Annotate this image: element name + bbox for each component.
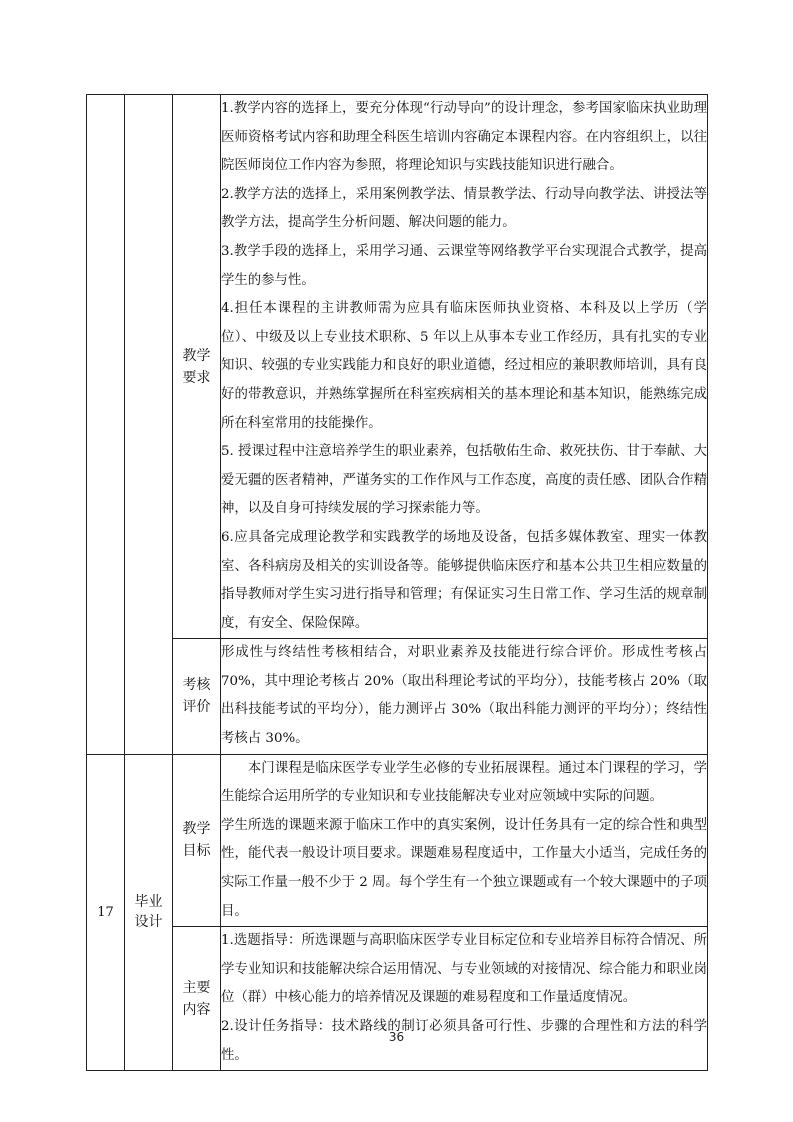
label-line: 教学 <box>182 821 211 838</box>
curriculum-table <box>86 94 708 1071</box>
content-paragraph: 1.选题指导：所选课题与高职临床医学专业目标定位和专业培养目标符合情况、所学专业知识和技能解决综合运用情况、与专业领域的对接情况、综合能力和职业岗位（群）中核心能力的培养情况及课题的难易程度和工作量适度情况。 <box>221 933 707 1006</box>
category-label-goals <box>173 754 221 927</box>
label-line: 目标 <box>182 843 211 860</box>
course-number: 17 <box>97 904 114 920</box>
course-name-cell-empty <box>125 95 173 755</box>
goals-content <box>221 754 708 927</box>
course-number-cell <box>87 754 125 1071</box>
label-line: 教学 <box>182 347 211 364</box>
content-paragraph: 2.设计任务指导：技术路线的制订必须具备可行性、步骤的合理性和方法的科学性。 <box>221 1019 707 1063</box>
course-name-cell <box>125 754 173 1071</box>
main-content-text <box>221 927 708 1071</box>
category-label-main-content <box>173 927 221 1071</box>
label-line: 评价 <box>182 699 211 716</box>
goal-paragraph: 学生所选的课题来源于临床工作中的真实案例，设计任务具有一定的综合性和典型性，能代表一般设计项目要求。课题难易程度适中，工作量大小适当，完成任务的实际工作量一般不少于 2 周。每个学生有一个独立课题或有一个较大课题中的子项目。 <box>221 817 707 919</box>
course-name-line: 毕业 <box>134 894 163 911</box>
label-line: 主要 <box>182 979 211 996</box>
category-label-requirements <box>173 95 221 639</box>
requirement-paragraph: 2.教学方法的选择上，采用案例教学法、情景教学法、行动导向教学法、讲授法等教学方法，提高学生分析问题、解决问题的能力。 <box>221 186 707 231</box>
course-number-cell-empty <box>87 95 125 755</box>
requirement-paragraph: 5. 授课过程中注意培养学生的职业素养，包括敬佑生命、救死扶伤、甘于奉献、大爱无疆的医者精神，严谨务实的工作作风与工作态度，高度的责任感、团队合作精神，以及自身可持续发展的学习探索能力等。 <box>221 444 707 517</box>
requirement-paragraph: 4.担任本课程的主讲教师需为应具有临床医师执业资格、本科及以上学历（学位）、中级及以上专业技术职称、5 年以上从事本专业工作经历，具有扎实的专业知识、较强的专业实践能力和良好的职业道德，经过相应的兼职教师培训，具有良好的带教意识，并熟练掌握所在科室疾病相关的基本理论和基本知识，能熟练完成所在科室常用的技能操作。 <box>221 301 707 431</box>
evaluation-content <box>221 639 708 754</box>
table-row-requirements <box>87 95 708 639</box>
course-name-line: 设计 <box>134 914 163 931</box>
label-line: 要求 <box>182 369 211 386</box>
requirement-paragraph: 3.教学手段的选择上，采用学习通、云课堂等网络教学平台实现混合式教学，提高学生的参与性。 <box>221 243 707 288</box>
table-row-main-content <box>87 927 708 1071</box>
requirements-content <box>221 95 708 639</box>
requirement-paragraph: 6.应具备完成理论教学和实践教学的场地及设备，包括多媒体教室、理实一体教室、各科病房及相关的实训设备等。能够提供临床医疗和基本公共卫生相应数量的指导教师对学生实习进行指导和管理；有保证实习生日常工作、学习生活的规章制度，有安全、保险保障。 <box>221 529 707 631</box>
goal-paragraph: 本门课程是临床医学专业学生必修的专业拓展课程。通过本门课程的学习，学生能综合运用所学的专业知识和专业技能解决专业对应领域中实际的问题。 <box>221 760 707 805</box>
label-line: 内容 <box>182 1001 211 1018</box>
table-row-evaluation <box>87 639 708 754</box>
evaluation-paragraph: 形成性与终结性考核相结合，对职业素养及技能进行综合评价。形成性考核占 70%，其中理论考核占 20%（取出科理论考试的平均分），技能考核占 20%（取出科技能考试的平均分），能力测评占 30%（取出科能力测评的平均分）；终结性考核占 30%。 <box>221 645 707 747</box>
category-label-evaluation <box>173 639 221 754</box>
label-line: 考核 <box>182 677 211 694</box>
requirement-paragraph: 1.教学内容的选择上，要充分体现“行动导向”的设计理念，参考国家临床执业助理医师资格考试内容和助理全科医生培训内容确定本课程内容。在内容组织上，以往院医师岗位工作内容为参照，将理论知识与实践技能知识进行融合。 <box>221 101 707 174</box>
page-number: 36 <box>388 1030 405 1044</box>
table-row-goals <box>87 754 708 927</box>
